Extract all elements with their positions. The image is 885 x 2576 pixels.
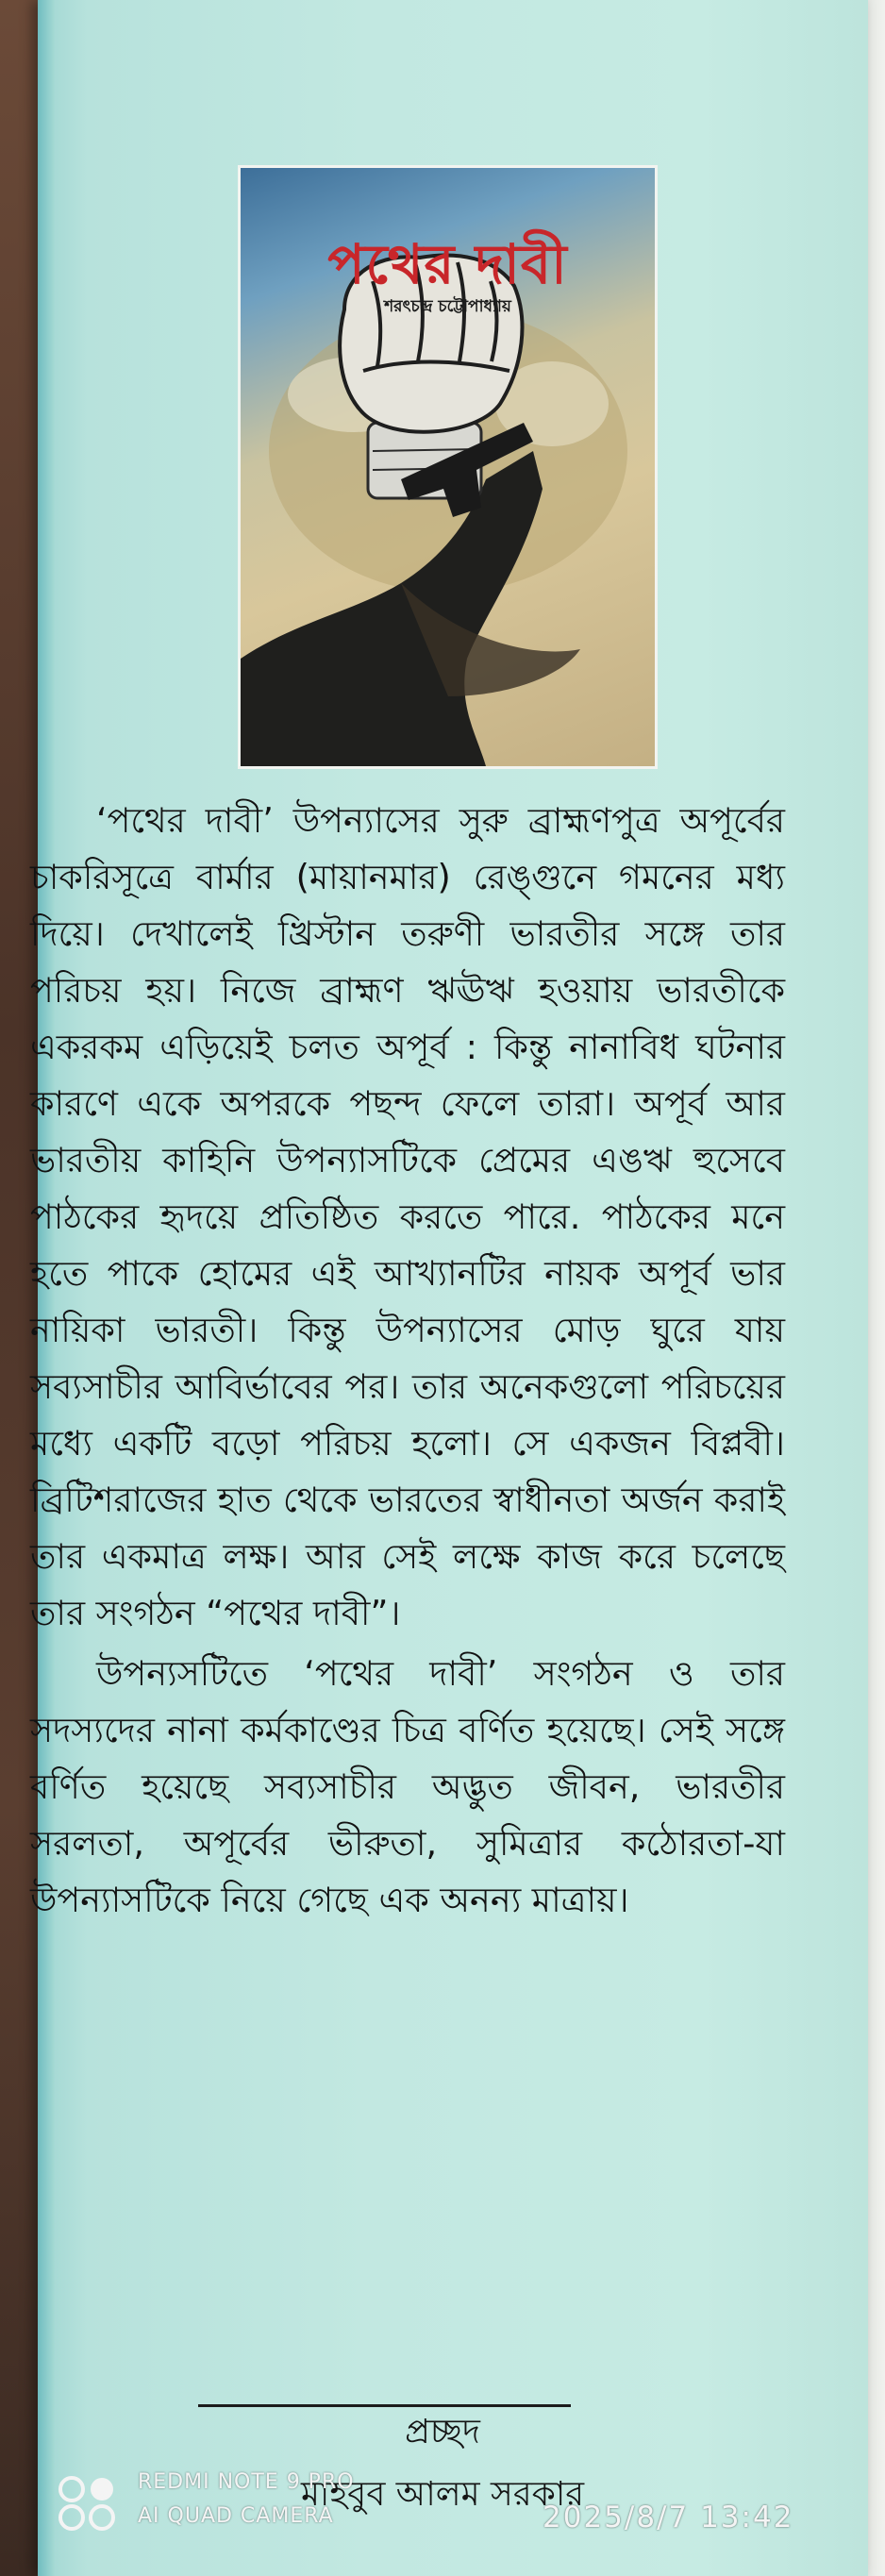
camera-model-watermark: REDMI NOTE 9 PRO [138,2470,355,2494]
cover-author: শরৎচন্দ্র চট্টোপাধ্যায় [384,297,511,316]
book-cover-thumbnail [238,165,658,769]
cover-designer-name: মাহবুব আলম সরকার [300,2475,585,2514]
blurb-paragraph-2: উপন্যসটিতে ‘পথের দাবী’ সংগঠন ও তার সদস্যদের নানা কর্মকাণ্ডের চিত্র বর্ণিত হয়েছে। সেই সঙ্গে বর্ণিত হয়েছে সব্যসাচীর অদ্ভুত জীবন, ভারতীর সরলতা, অপূর্বের ভীরুতা, সুমিত্রার কঠোরতা-যা উপন্যাসটিকে নিয়ে গেছে এক অনন্য মাত্রায়। [30,1653,785,1920]
cover-design-label: প্রচ্ছদ [405,2413,480,2451]
blurb-text [30,793,785,1929]
datetime-watermark: 2025/8/7 13:42 [543,2501,794,2534]
blurb-paragraph-1: ‘পথের দাবী’ উপন্যাসের সুরু ব্রাহ্মণপুত্র অপূর্বের চাকরিসূত্রে বার্মার (মায়ানমার) রেঙ্গুনে গমনের মধ্য দিয়ে। দেখালেই খ্রিস্টান তরুণী ভারতীর সঙ্গে তার পরিচয় হয়। নিজে ব্রাহ্মণ ঋঊঋ হওয়ায় ভারতীকে একরকম এড়িয়েই চলত অপূর্ব : কিন্তু নানাবিধ ঘটনার কারণে একে অপরকে পছন্দ ফেলে তারা। অপূর্ব আর ভারতীয় কাহিনি উপন্যাসটিকে প্রেমের এঙঋ হুসেবে পাঠকের হৃদয়ে প্রতিষ্ঠিত করতে পারে. পাঠকের মনে হতে পাকে হোমের এই আখ্যানটির নায়ক অপূর্ব ভার নায়িকা ভারতী। কিন্তু উপন্যাসের মোড় ঘুরে যায় সব্যসাচীর আবির্ভাবের পর। তার অনেকগুলো পরিচয়ের মধ্যে একটি বড়ো পরিচয় হলো। সে একজন বিপ্লবী। ব্রিটিশরাজের হাত থেকে ভারতের স্বাধীনতা অর্জন করাই তার একমাত্র লক্ষ। আর সেই লক্ষে কাজ করে চলেছে তার সংগঠন “পথের দাবী”। [30,800,785,1633]
cover-title: পথের দাবী [327,232,568,296]
camera-sub-watermark: AI QUAD CAMERA [138,2504,334,2528]
camera-watermark-icon [57,2474,119,2533]
